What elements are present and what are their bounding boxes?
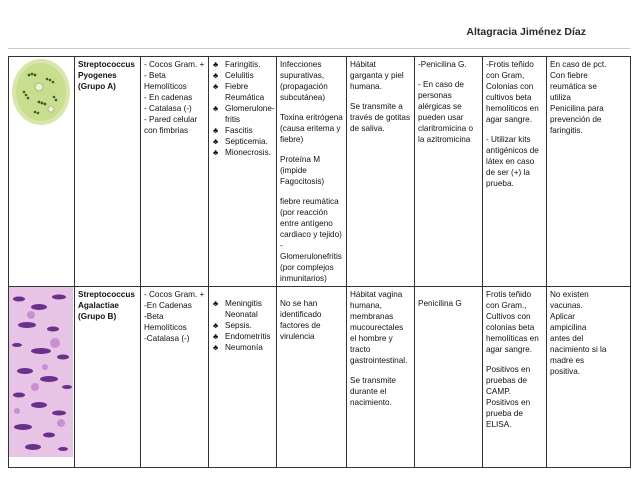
prevention-cell: En caso de pct. Con fiebre reumática se utiliza Penicilina para prevención de faringitis. xyxy=(547,57,631,287)
habitat-cell: Hábitat vagina humana, membranas mucourectales el hombre y tracto gastrointestinal. Se transmite durante el nacimiento. xyxy=(347,287,415,468)
club-bullet-icon: ♣ xyxy=(213,343,219,352)
club-bullet-icon: ♣ xyxy=(213,82,219,91)
bacterium-name-cell: Streptococcus Agalactiae (Grupo B) xyxy=(75,287,141,468)
club-bullet-icon: ♣ xyxy=(213,137,219,146)
mechanism-cell: Infecciones supurativas, (propagación subcutánea) Toxina eritrógena (causa eritema y fiebre) Proteína M (impide Fagocitosis) fiebre reumática (por reacción entre antígeno cardiaco y tejido) - Glomerulonefritis (por complejos inmunitarios) xyxy=(277,57,347,287)
club-bullet-icon: ♣ xyxy=(213,71,219,80)
features-cell: - Cocos Gram. + -En Cadenas -Beta Hemolíticos -Catalasa (-) xyxy=(141,287,209,468)
disease-item: ♣ Fascitis xyxy=(213,126,253,135)
club-bullet-icon: ♣ xyxy=(213,104,219,113)
disease-item: ♣ Faringitis. xyxy=(213,60,261,69)
disease-item: ♣ Meningitis Neonatal xyxy=(213,299,262,319)
disease-item: ♣ Sepsis. xyxy=(213,321,252,330)
club-bullet-icon: ♣ xyxy=(213,321,219,330)
diagnosis-cell: Frotis teñido con Gram., Cultivos con colonias beta hemolíticas en agar sangre. Positivos en pruebas de CAMP. Positivos en prueba de ELISA. xyxy=(483,287,547,468)
club-bullet-icon: ♣ xyxy=(213,126,219,135)
table-row xyxy=(9,57,631,287)
club-bullet-icon: ♣ xyxy=(213,60,219,69)
disease-item: ♣ Neumonía xyxy=(213,343,263,352)
micrograph-cell xyxy=(9,287,75,468)
diseases-cell xyxy=(209,287,277,468)
micrograph-cell xyxy=(9,57,75,287)
treatment-cell: Penicilina G xyxy=(415,287,483,468)
disease-item: ♣ Endometritis xyxy=(213,332,271,341)
disease-item: ♣ Mionecrosis. xyxy=(213,148,271,157)
prevention-cell: No existen vacunas. Aplicar ampicilina antes del nacimiento si la madre es positiva. xyxy=(547,287,631,468)
bacterium-name-cell: Streptococcus Pyogenes (Grupo A) xyxy=(75,57,141,287)
table-row xyxy=(9,287,631,468)
treatment-cell: -Penicilina G. - En caso de personas alérgicas se pueden usar claritromicina o la azitromicina xyxy=(415,57,483,287)
author-name: Altagracia Jiménez Díaz xyxy=(466,26,586,38)
habitat-cell: Hábitat garganta y piel humana. Se transmite a través de gotitas de saliva. xyxy=(347,57,415,287)
disease-item: ♣ Celulitis xyxy=(213,71,254,80)
streptococcus-pyogenes-micrograph xyxy=(9,57,73,127)
bacteria-table xyxy=(8,56,631,468)
club-bullet-icon: ♣ xyxy=(213,148,219,157)
club-bullet-icon: ♣ xyxy=(213,299,219,308)
mechanism-cell: No se han identificado factores de virulencia xyxy=(277,287,347,468)
features-cell: - Cocos Gram. + - Beta Hemolíticos - En cadenas - Catalasa (-) - Pared celular con fimbrias xyxy=(141,57,209,287)
diseases-cell xyxy=(209,57,277,287)
diagnosis-cell: -Frotis teñido con Gram, Colonias con cultivos beta hemolíticos en agar sangre. - Utilizar kits antigénicos de látex en caso de ser (+) la prueba. xyxy=(483,57,547,287)
club-bullet-icon: ♣ xyxy=(213,332,219,341)
header-divider xyxy=(8,48,630,49)
disease-item: ♣ Septicemia. xyxy=(213,137,268,146)
streptococcus-agalactiae-micrograph xyxy=(9,287,73,457)
disease-item: ♣ Fiebre Reumática xyxy=(213,82,265,102)
disease-item: ♣ Glomerulone-fritis xyxy=(213,104,275,124)
